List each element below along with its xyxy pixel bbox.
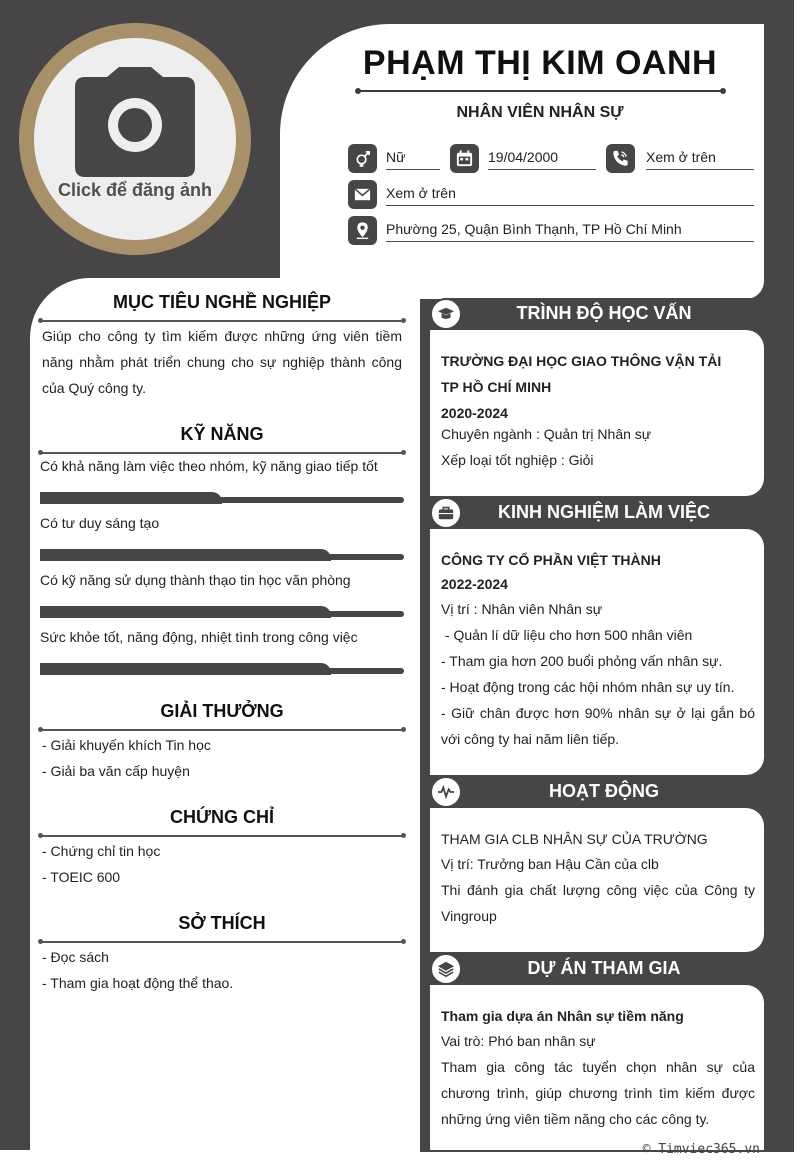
activities-title: HOẠT ĐỘNG <box>549 781 659 801</box>
dark-top-edge <box>0 0 794 6</box>
certificates-title: CHỨNG CHỈ <box>170 807 274 827</box>
education-school: TRƯỜNG ĐẠI HỌC GIAO THÔNG VẬN TẢI TP HỒ CHÍ MINH 2020-2024 <box>441 353 722 421</box>
objective-divider <box>40 320 404 322</box>
skill-label: Có khả năng làm việc theo nhóm, kỹ năng giao tiếp tốt <box>40 458 378 474</box>
education-header <box>430 298 764 330</box>
birthday-field[interactable]: 19/04/2000 <box>488 146 596 170</box>
awards-title: GIẢI THƯỞNG <box>160 701 284 721</box>
candidate-name: PHẠM THỊ KIM OANH <box>362 44 718 82</box>
activity-line: Vị trí: Trưởng ban Hậu Cần của clb <box>441 856 659 872</box>
skills-divider <box>40 452 404 454</box>
project-description: Tham gia công tác tuyển chọn nhân sự của chương trình, giúp chương trình tìm kiếm được những ứng viên tiềm năng cho các công ty. <box>441 1059 755 1127</box>
skills-title: KỸ NĂNG <box>180 424 264 444</box>
skill-label: Có tư duy sáng tạo <box>40 515 160 531</box>
gender-field[interactable]: Nữ <box>386 146 440 170</box>
address-field[interactable]: Phường 25, Quận Bình Thạnh, TP Hồ Chí Minh <box>386 218 754 242</box>
certificate-item: - Chứng chỉ tin học <box>42 843 161 859</box>
hobby-item: - Tham gia hoạt động thể thao. <box>42 975 234 991</box>
email-field[interactable]: Xem ở trên <box>386 182 754 206</box>
skill-bar-fill <box>40 549 331 561</box>
projects-title: DỰ ÁN THAM GIA <box>527 958 681 978</box>
project-role: Vai trò: Phó ban nhân sự <box>441 1033 596 1049</box>
awards-divider <box>40 729 404 731</box>
skill-bar <box>40 554 404 560</box>
briefcase-icon <box>437 504 455 522</box>
experience-title: KINH NGHIỆM LÀM VIỆC <box>497 502 710 522</box>
projects-header <box>430 953 764 985</box>
gender-icon <box>348 144 377 173</box>
calendar-icon <box>450 144 479 173</box>
experience-item: - Quản lí dữ liệu cho hơn 500 nhân viên <box>441 627 693 643</box>
layers-icon <box>437 960 455 978</box>
skill-label: Sức khỏe tốt, năng động, nhiệt tình trong công việc <box>40 629 358 645</box>
activities-header <box>430 776 764 808</box>
graduation-cap-icon <box>437 305 455 323</box>
location-icon <box>348 216 377 245</box>
skill-bar-fill <box>40 492 222 504</box>
certificate-item: - TOEIC 600 <box>42 869 121 885</box>
skill-bar-fill <box>40 663 331 675</box>
pulse-icon <box>437 783 455 801</box>
phone-field[interactable]: Xem ở trên <box>646 146 754 170</box>
job-title: NHÂN VIÊN NHÂN SỰ <box>456 104 624 121</box>
hobbies-divider <box>40 941 404 943</box>
experience-company: CÔNG TY CỔ PHẦN VIỆT THÀNH <box>441 552 661 568</box>
award-item: - Giải ba văn cấp huyện <box>42 763 190 779</box>
experience-item: - Hoạt động trong các hội nhóm nhân sự uy tín. <box>441 679 735 695</box>
avatar-upload[interactable] <box>34 38 236 240</box>
education-grade: Xếp loại tốt nghiệp : Giỏi <box>441 452 594 468</box>
hobby-item: - Đọc sách <box>42 949 109 965</box>
education-title: TRÌNH ĐỘ HỌC VẤN <box>516 303 692 323</box>
education-major: Chuyên ngành : Quản trị Nhân sự <box>441 426 652 442</box>
skill-bar <box>40 668 404 674</box>
objective-title: MỤC TIÊU NGHỀ NGHIỆP <box>112 292 331 312</box>
skill-bar <box>40 497 404 503</box>
experience-years: 2022-2024 <box>441 576 508 592</box>
skill-label: Có kỹ năng sử dụng thành thạo tin học văn phòng <box>40 572 351 588</box>
skill-bar-fill <box>40 606 331 618</box>
skill-bar <box>40 611 404 617</box>
hobbies-title: SỞ THÍCH <box>178 913 266 933</box>
avatar-caption: Click để đăng ảnh <box>57 180 213 200</box>
dark-right-edge <box>764 0 794 1150</box>
activity-line: Thi đánh gia chất lượng công việc của Công ty Vingroup <box>441 882 755 924</box>
objective-text: Giúp cho công ty tìm kiếm được những ứng viên tiềm năng nhằm phát triển chung cho sự nghiệp thành công của Quý công ty. <box>42 328 402 396</box>
activity-line: THAM GIA CLB NHÂN SỰ CỦA TRƯỜNG <box>441 831 708 847</box>
phone-icon <box>606 144 635 173</box>
experience-item: - Tham gia hơn 200 buổi phỏng vấn nhân sự. <box>441 653 723 669</box>
camera-icon <box>75 67 195 177</box>
email-icon <box>348 180 377 209</box>
experience-header <box>430 497 764 529</box>
name-divider <box>358 90 723 92</box>
certificates-divider <box>40 835 404 837</box>
experience-position: Vị trí : Nhân viên Nhân sự <box>441 601 603 617</box>
site-credit: © Timviec365.vn <box>642 1142 760 1157</box>
award-item: - Giải khuyến khích Tin học <box>42 737 211 753</box>
project-name: Tham gia dựa án Nhân sự tiềm năng <box>441 1008 684 1024</box>
experience-item: - Giữ chân được hơn 90% nhân sự ở lại gắn bó với công ty hai năm liên tiếp. <box>441 705 755 747</box>
